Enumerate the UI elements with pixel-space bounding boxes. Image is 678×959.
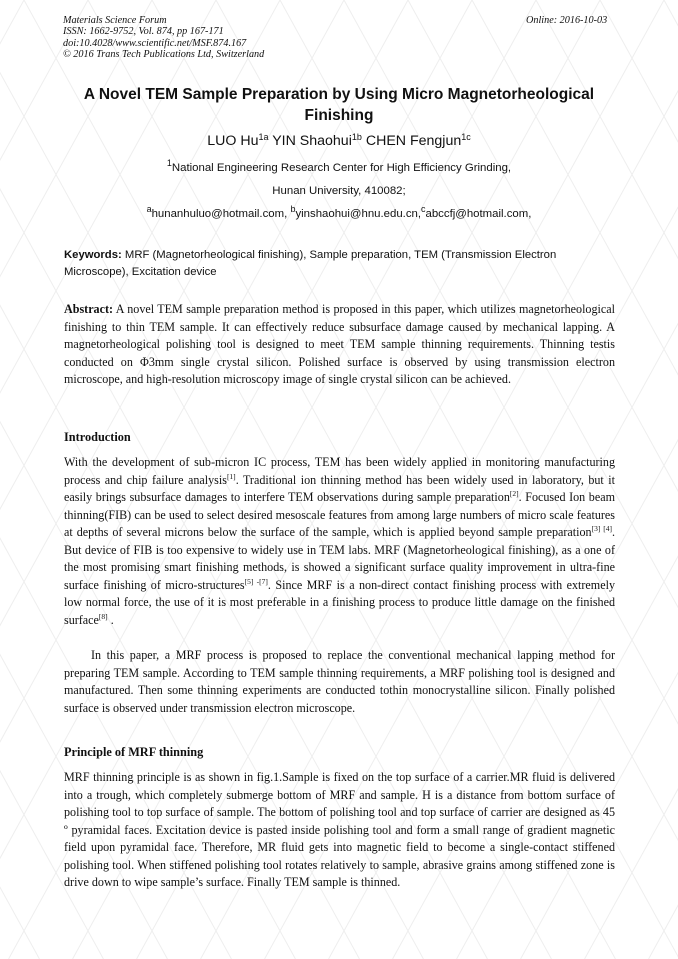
author-name: LUO Hu — [207, 133, 259, 149]
keywords-text: MRF (Magnetorheological finishing), Sample preparation, TEM (Transmission Electron Microscope), Excitation device — [64, 249, 557, 278]
copyright-line: © 2016 Trans Tech Publications Ltd, Switzerland — [63, 49, 265, 61]
doi-line: doi:10.4028/www.scientific.net/MSF.874.167 — [63, 37, 247, 49]
email-link[interactable]: abccfj@hotmail.com, — [425, 208, 532, 220]
citation-ref: [5] -[7] — [244, 576, 268, 586]
keywords-label: Keywords: — [64, 249, 122, 261]
intro-text: . Since MRF is a non-direct contact finishing process with extremely low normal force, the use of it is most preferable in a finishing process to produce little damage on the finished surface — [64, 577, 615, 627]
intro-text: . Traditional ion thinning method has been widely used in laboratory, but it easily brings subsurface damages to interfere TEM observations during sample preparation — [64, 472, 615, 505]
author-superscript: 1c — [461, 132, 471, 142]
principle-heading: Principle of MRF thinning — [64, 745, 204, 759]
watermark-line — [649, 0, 678, 959]
affiliation-line-1 — [60, 158, 618, 175]
email-superscript: a — [146, 204, 152, 214]
email-line — [60, 204, 618, 221]
journal-header — [63, 15, 264, 61]
affiliation-superscript: 1 — [166, 158, 172, 168]
citation-ref: [2] — [509, 489, 519, 499]
email-superscript: b — [290, 204, 296, 214]
intro-text: With the development of sub-micron IC process, TEM has been widely applied in monitoring manufacturing process and chip failure analysis — [64, 455, 615, 487]
email-superscript: c — [421, 204, 426, 214]
issn-line: ISSN: 1662-9752, Vol. 874, pp 167-171 — [63, 26, 224, 38]
introduction-paragraph-1 — [64, 454, 615, 629]
author-list — [60, 132, 618, 150]
principle-paragraph: MRF thinning principle is as shown in fig.1.Sample is fixed on the top surface of a carrier.MR fluid is delivered into a trough, which completely submerge bottom of MRF and sample. H is a distance from bottom surface of polishing tool to top surface of sample. The bottom of polishing tool and top surface of carrier are designed as 45 º pyramidal faces. Excitation device is pasted inside polishing tool and form a small range of gradient magnetic field upon pyramidal face. Therefore, MR fluid gets into magnetic field to become a single-contact stiffened polishing tool. When stiffened polishing tool rotates relatively to sample, abrasive grains among stiffened zone is drive down to wipe sample’s surface. Finally TEM sample is thinned. — [64, 770, 615, 890]
affiliation-text: National Engineering Research Center for High Efficiency Grinding, — [171, 162, 512, 174]
watermark-line — [0, 0, 39, 959]
citation-ref: [1] — [226, 471, 236, 481]
watermark-line — [0, 0, 24, 959]
email-link[interactable]: hunanhuluo@hotmail.com, — [151, 208, 291, 220]
intro-text: . Focused Ion beam thinning(FIB) can be used to select desired mesoscale features from among large numbers of micro scale features at depths of several microns below the surface of the sample, which is applied beyond sample preparation — [64, 490, 615, 540]
citation-ref: [8] — [98, 611, 108, 621]
author-name: CHEN Fengjun — [365, 133, 462, 149]
introduction-paragraph-2: In this paper, a MRF process is proposed to replace the conventional mechanical lapping method for preparing TEM sample. According to TEM sample thinning requirements, a MRF polishing tool is designed and manufactured. Then some thinning experiments are conducted tothin monocrystalline silicon. Finally polished surface is observed under transmission electron microscope. — [64, 648, 615, 715]
watermark-line — [664, 0, 678, 959]
email-link[interactable]: yinshaohui@hnu.edu.cn, — [295, 208, 422, 220]
author-superscript: 1b — [351, 132, 362, 142]
affiliation-line-2: Hunan University, 410082; — [272, 185, 406, 197]
introduction-heading: Introduction — [64, 430, 131, 444]
journal-name: Materials Science Forum — [63, 15, 167, 26]
intro-text: . But device of FIB is too expensive to widely use in TEM labs. MRF (Magnetorheological finishing), as a one of the most promising smart finishing methods, is showed a significant surface quality improvement in ultra-fine surface finishing of micro-structures — [64, 525, 615, 592]
abstract-label: Abstract: — [64, 302, 114, 316]
keywords-block — [64, 247, 615, 281]
author-superscript: 1a — [258, 132, 269, 142]
paper-title: A Novel TEM Sample Preparation by Using Micro Magnetorheological Finishing — [83, 86, 595, 124]
author-name: YIN Shaohui — [272, 133, 352, 149]
abstract-block — [64, 301, 615, 389]
citation-ref: [3] [4] — [591, 524, 612, 534]
intro-text: . — [107, 612, 114, 627]
abstract-text: A novel TEM sample preparation method is proposed in this paper, which utilizes magnetorheological finishing to thin TEM sample. It can effectively reduce subsurface damage caused by mechanical lapping. A magnetorheological polishing tool is designed to meet TEM sample thinning requirements. Thinning testis conducted on Φ3mm single crystal silicon. Polished surface is observed by using transmission electron microscope, and high-resolution microscopy image of single crystal silicon can be achieved. — [64, 302, 615, 387]
online-date: Online: 2016-10-03 — [526, 15, 608, 26]
